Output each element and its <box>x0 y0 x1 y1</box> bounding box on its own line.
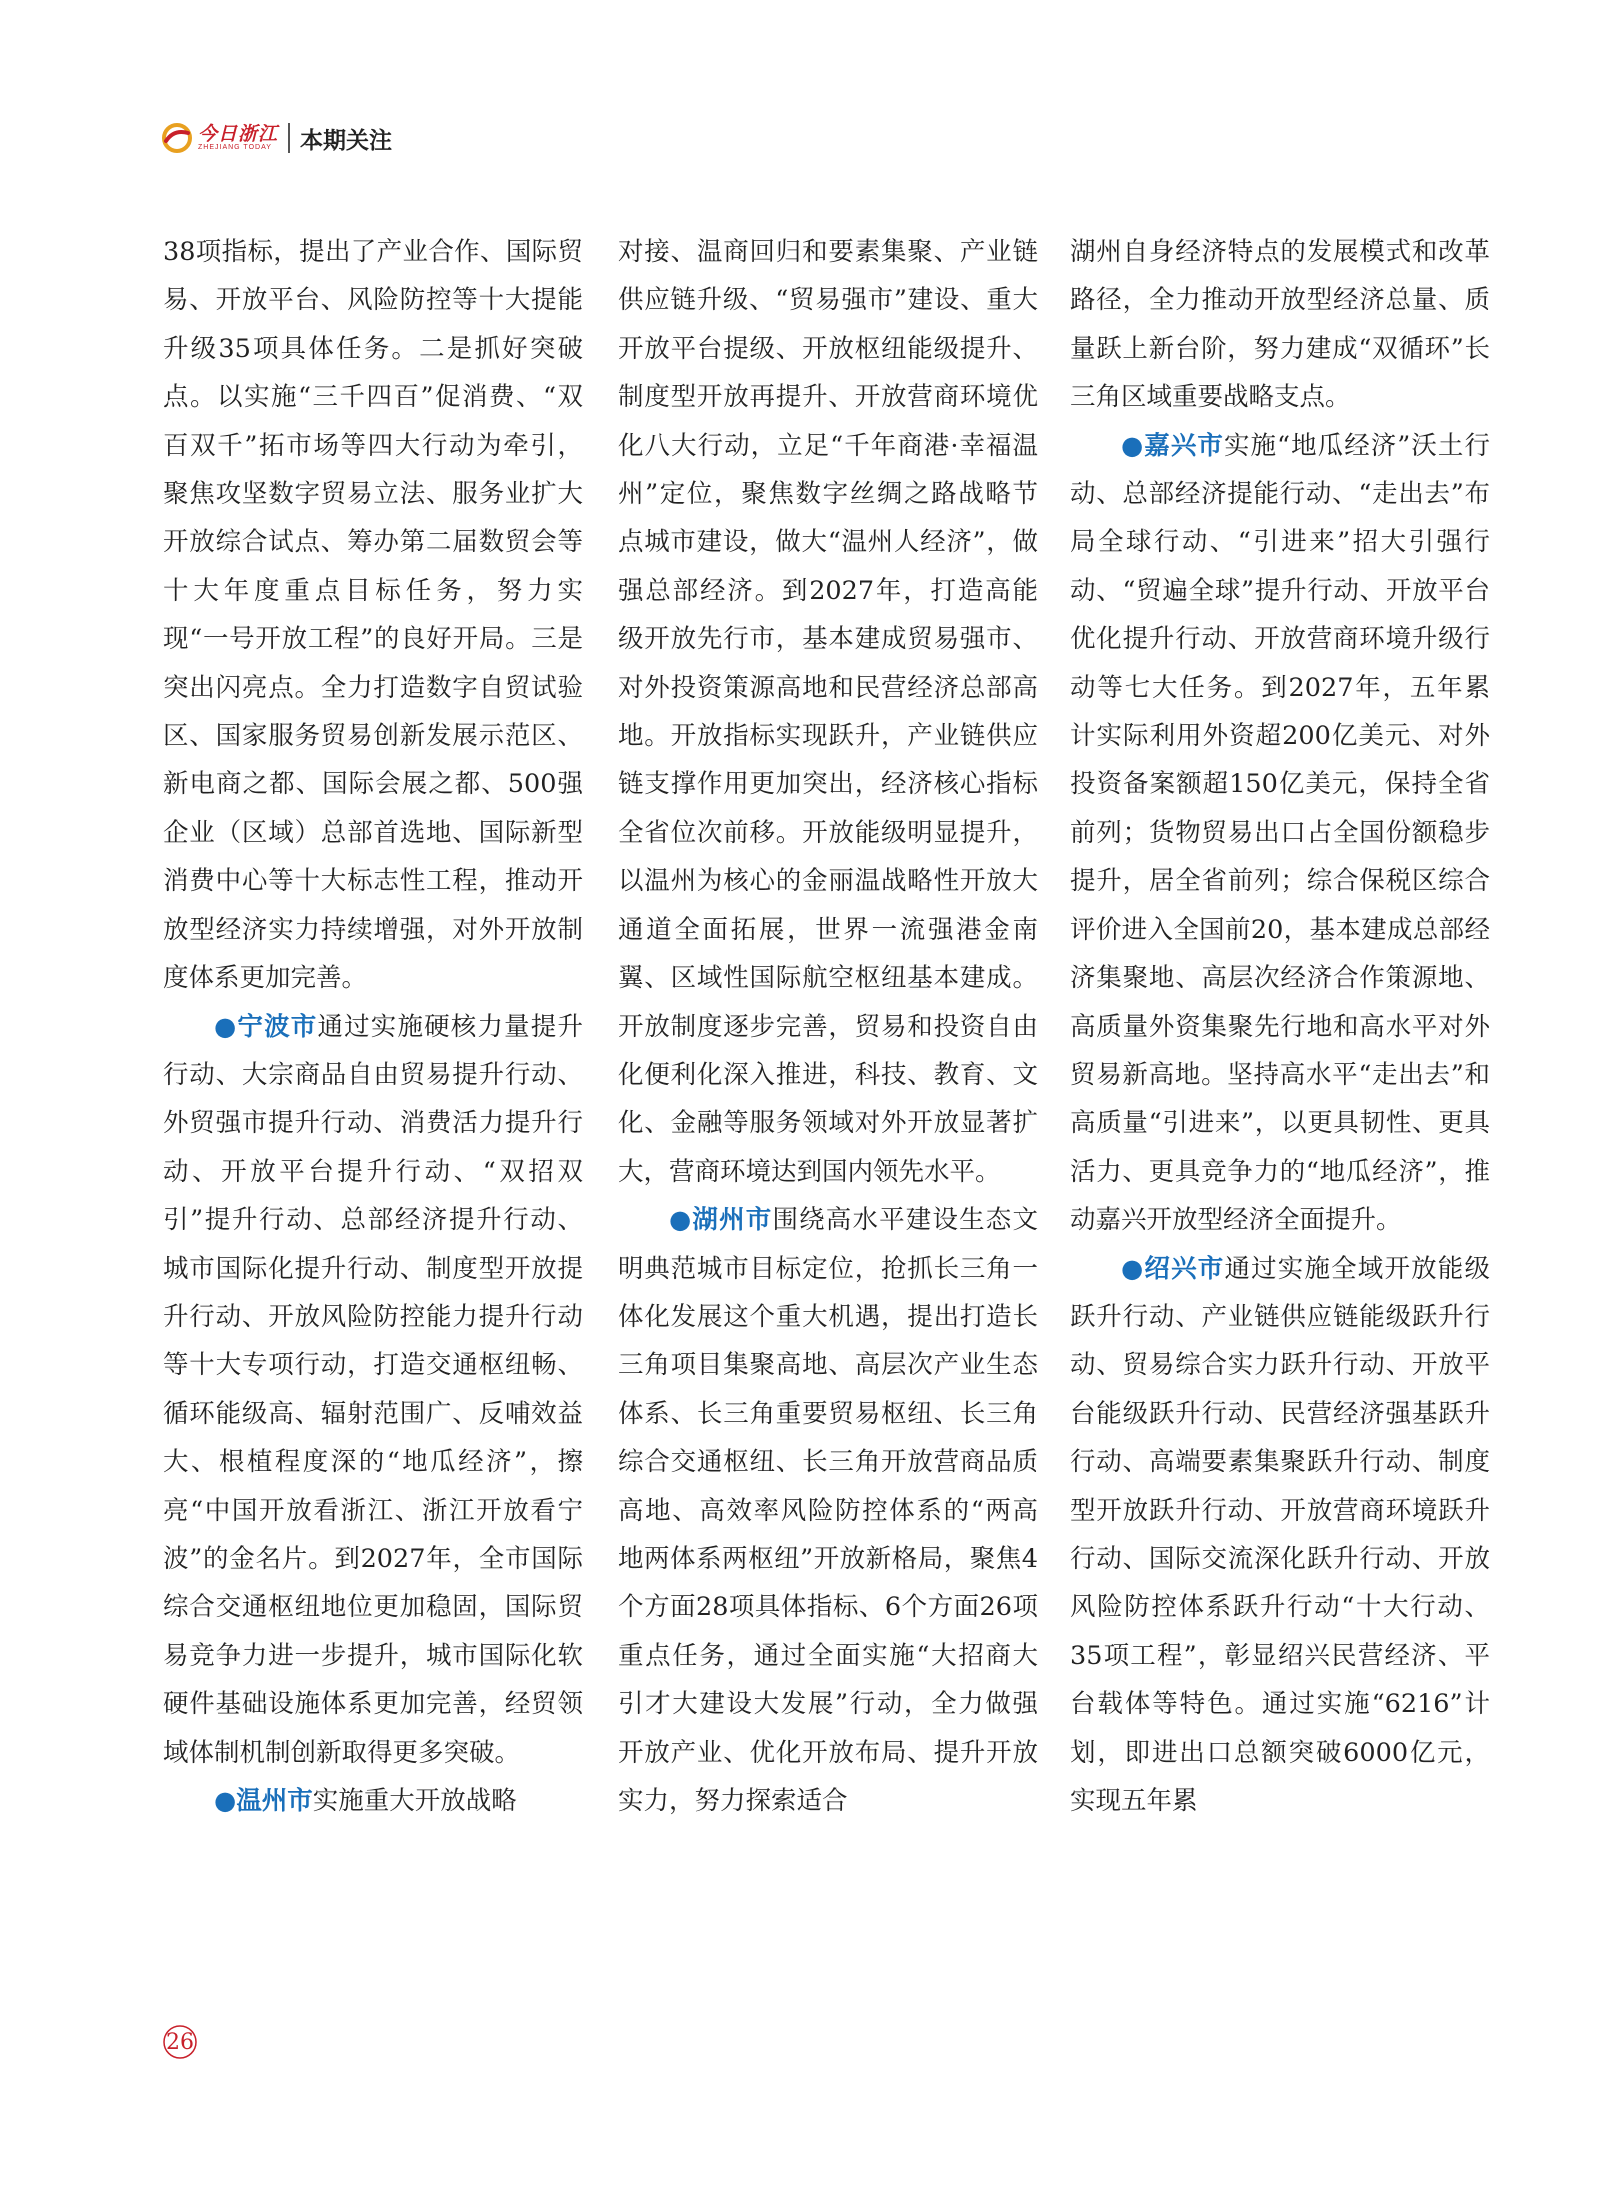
city-name: 宁波市 <box>237 1011 318 1042</box>
text-column-3 <box>1070 228 1490 1825</box>
city-name: 温州市 <box>236 1786 313 1816</box>
bullet-dot-icon: ● <box>214 1011 238 1042</box>
paragraph-text: 实施重大开放战略 <box>312 1786 517 1816</box>
text-column-1 <box>163 228 583 1825</box>
paragraph: 对接、温商回归和要素集聚、产业链供应链升级、“贸易强市”建设、重大开放平台提级、开放枢纽能级提升、制度型开放再提升、开放营商环境优化八大行动，立足“千年商港·幸福温州”定位，聚焦数字丝绸之路战略节点城市建设，做大“温州人经济”，做强总部经济。到2027年，打造高能级开放先行市，基本建成贸易强市、对外投资策源高地和民营经济总部高地。开放指标实现跃升，产业链供应链支撑作用更加突出，经济核心指标全省位次前移。开放能级明显提升，以温州为核心的金丽温战略性开放大通道全面拓展，世界一流强港金南翼、区域性国际航空枢纽基本建成。开放制度逐步完善，贸易和投资自由化便利化深入推进，科技、教育、文化、金融等服务领域对外开放显著扩大，营商环境达到国内领先水平。 <box>618 237 1038 1187</box>
paragraph-text: 围绕高水平建设生态文明典范城市目标定位，抢抓长三角一体化发展这个重大机遇，提出打造长三角项目集聚高地、高层次产业生态体系、长三角重要贸易枢纽、长三角综合交通枢纽、长三角开放营商品质高地、高效率风险防控体系的“两高地两体系两枢纽”开放新格局，聚焦4个方面28项具体指标、6个方面26项重点任务，通过全面实施“大招商大引才大建设大发展”行动，全力做强开放产业、优化开放布局、提升开放实力，努力探索适合 <box>618 1205 1038 1816</box>
paragraph-huzhou <box>618 1196 1038 1825</box>
magazine-logo <box>160 121 278 155</box>
paragraph-ningbo <box>163 1003 583 1778</box>
logo-english-text: ZHEJIANG TODAY <box>198 144 272 151</box>
text-column-2 <box>618 228 1038 1825</box>
city-name: 绍兴市 <box>1144 1253 1225 1284</box>
paragraph: 湖州自身经济特点的发展模式和改革路径，全力推动开放型经济总量、质量跃上新台阶，努力建成“双循环”长三角区域重要战略支点。 <box>1070 237 1490 413</box>
paragraph-text: 通过实施全域开放能级跃升行动、产业链供应链能级跃升行动、贸易综合实力跃升行动、开放平台能级跃升行动、民营经济强基跃升行动、高端要素集聚跃升行动、制度型开放跃升行动、开放营商环境跃升行动、国际交流深化跃升行动、开放风险防控体系跃升行动“十大行动、35项工程”，彰显绍兴民营经济、平台载体等特色。通过实施“6216”计划，即进出口总额突破6000亿元，实现五年累 <box>1070 1253 1490 1816</box>
paragraph-shaoxing <box>1070 1245 1490 1826</box>
city-name: 湖州市 <box>692 1205 773 1236</box>
header-divider <box>288 123 290 153</box>
bullet-dot-icon: ● <box>1121 1253 1145 1284</box>
page-header <box>160 118 392 158</box>
paragraph-jiaxing <box>1070 422 1490 1245</box>
section-title: 本期关注 <box>300 127 393 154</box>
bullet-dot-icon: ● <box>214 1786 237 1816</box>
paragraph-wenzhou <box>163 1777 583 1825</box>
logo-chinese-text: 今日浙江 <box>198 123 279 145</box>
paragraph: 38项指标，提出了产业合作、国际贸易、开放平台、风险防控等十大提能升级35项具体任务。二是抓好突破点。以实施“三千四百”促消费、“双百双千”拓市场等四大行动为牵引，聚焦攻坚数字贸易立法、服务业扩大开放综合试点、筹办第二届数贸会等十大年度重点目标任务，努力实现“一号开放工程”的良好开局。三是突出闪亮点。全力打造数字自贸试验区、国家服务贸易创新发展示范区、新电商之都、国际会展之都、500强企业（区域）总部首选地、国际新型消费中心等十大标志性工程，推动开放型经济实力持续增强，对外开放制度体系更加完善。 <box>163 237 583 994</box>
page-number-text: 26 <box>166 2030 194 2055</box>
paragraph-text: 实施“地瓜经济”沃土行动、总部经济提能行动、“走出去”布局全球行动、“引进来”招大引强行动、“贸遍全球”提升行动、开放平台优化提升行动、开放营商环境升级行动等七大任务。到2027年，五年累计实际利用外资超200亿美元、对外投资备案额超150亿美元，保持全省前列；货物贸易出口占全国份额稳步提升，居全省前列；综合保税区综合评价进入全国前20，基本建成总部经济集聚地、高层次经济合作策源地、高质量外资集聚先行地和高水平对外贸易新高地。坚持高水平“走出去”和高质量“引进来”，以更具韧性、更具活力、更具竞争力的“地瓜经济”，推动嘉兴开放型经济全面提升。 <box>1070 430 1490 1236</box>
bullet-dot-icon: ● <box>1121 430 1145 461</box>
page-number <box>160 2022 200 2062</box>
city-name: 嘉兴市 <box>1144 430 1224 461</box>
logo-swirl-icon <box>160 121 194 155</box>
bullet-dot-icon: ● <box>669 1205 693 1236</box>
paragraph-text: 通过实施硬核力量提升行动、大宗商品自由贸易提升行动、外贸强市提升行动、消费活力提升行动、开放平台提升行动、“双招双引”提升行动、总部经济提升行动、城市国际化提升行动、制度型开放提升行动、开放风险防控能力提升行动等十大专项行动，打造交通枢纽畅、循环能级高、辐射范围广、反哺效益大、根植程度深的“地瓜经济”，擦亮“中国开放看浙江、浙江开放看宁波”的金名片。到2027年，全市国际综合交通枢纽地位更加稳固，国际贸易竞争力进一步提升，城市国际化软硬件基础设施体系更加完善，经贸领域体制机制创新取得更多突破。 <box>163 1011 583 1768</box>
